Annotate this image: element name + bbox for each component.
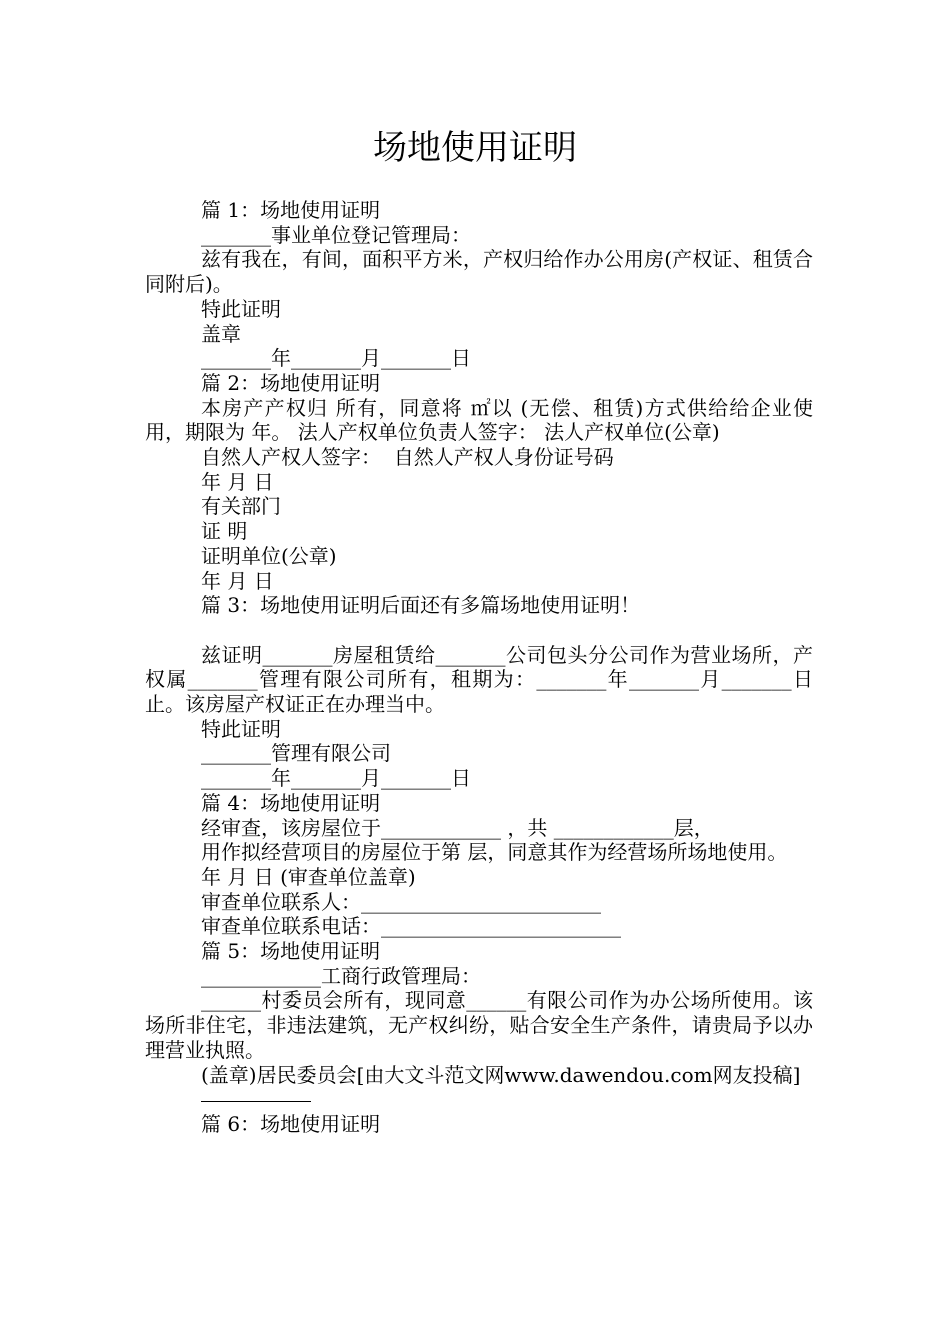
section-1-body: 兹有我在，有间，面积平方米，产权归给作办公用房(产权证、租赁合同附后)。 — [145, 247, 813, 297]
section-4-phone: 审查单位联系电话：________________________ — [201, 914, 621, 939]
section-1-date: _______年_______月_______日 — [201, 346, 471, 371]
footnote-divider — [201, 1101, 311, 1102]
section-5-seal: (盖章)居民委员会[由大文斗范文网www.dawendou.com网友投稿] — [201, 1062, 801, 1087]
section-3-company: _______管理有限公司 — [201, 741, 391, 766]
section-5-heading: 篇 5：场地使用证明 — [201, 939, 381, 964]
section-3-heading: 篇 3：场地使用证明后面还有多篇场地使用证明！ — [201, 593, 641, 618]
document-title: 场地使用证明 — [373, 128, 577, 168]
section-2-person-sign: 自然人产权人签字： 自然人产权人身份证号码 — [201, 445, 614, 470]
section-4-review: 经审查，该房屋位于____________ ，共 ____________层， — [201, 815, 714, 840]
section-5-body: ______村委员会所有，现同意______有限公司作为办公场所使用。该场所非住宅，非违法建筑，无产权纠纷，贴合安全生产条件，请贵局予以办理营业执照。 — [145, 988, 813, 1062]
section-4-date: 年 月 日 (审查单位盖章) — [201, 864, 416, 889]
section-1-heading: 篇 1：场地使用证明 — [201, 198, 381, 222]
section-2-cert: 证 明 — [201, 519, 248, 544]
section-3-closing: 特此证明 — [201, 716, 281, 741]
section-2-dept: 有关部门 — [201, 494, 281, 519]
section-3-body: 兹证明_______房屋租赁给_______公司包头分公司作为营业场所，产权属_______管理有限公司所有，租期为：_______年_______月_______日止。该房屋产权证正在办理当中。 — [145, 642, 813, 717]
section-2-date-2: 年 月 日 — [201, 568, 274, 593]
section-2-heading: 篇 2：场地使用证明 — [201, 370, 381, 395]
section-3-date: _______年_______月_______日 — [201, 766, 471, 791]
section-1-seal: 盖章 — [201, 321, 241, 346]
section-2-body: 本房产产权归 所有，同意将 ㎡以 (无偿、租赁)方式供给给企业使用，期限为 年。 法人产权单位负责人签字： 法人产权单位(公章) — [145, 395, 813, 445]
section-5-addressee: ____________工商行政管理局： — [201, 963, 481, 988]
section-4-contact: 审查单位联系人：________________________ — [201, 889, 601, 914]
section-4-body: 用作拟经营项目的房屋位于第 层，同意其作为经营场所场地使用。 — [201, 840, 788, 865]
section-6-heading: 篇 6：场地使用证明 — [201, 1112, 381, 1137]
section-1-addressee: _______事业单位登记管理局： — [201, 222, 471, 247]
blank-line — [145, 618, 813, 643]
section-1-closing: 特此证明 — [201, 296, 281, 321]
section-2-date-1: 年 月 日 — [201, 469, 274, 494]
section-2-cert-unit: 证明单位(公章) — [201, 543, 337, 568]
document-body — [145, 198, 813, 1137]
section-4-heading: 篇 4：场地使用证明 — [201, 790, 381, 815]
